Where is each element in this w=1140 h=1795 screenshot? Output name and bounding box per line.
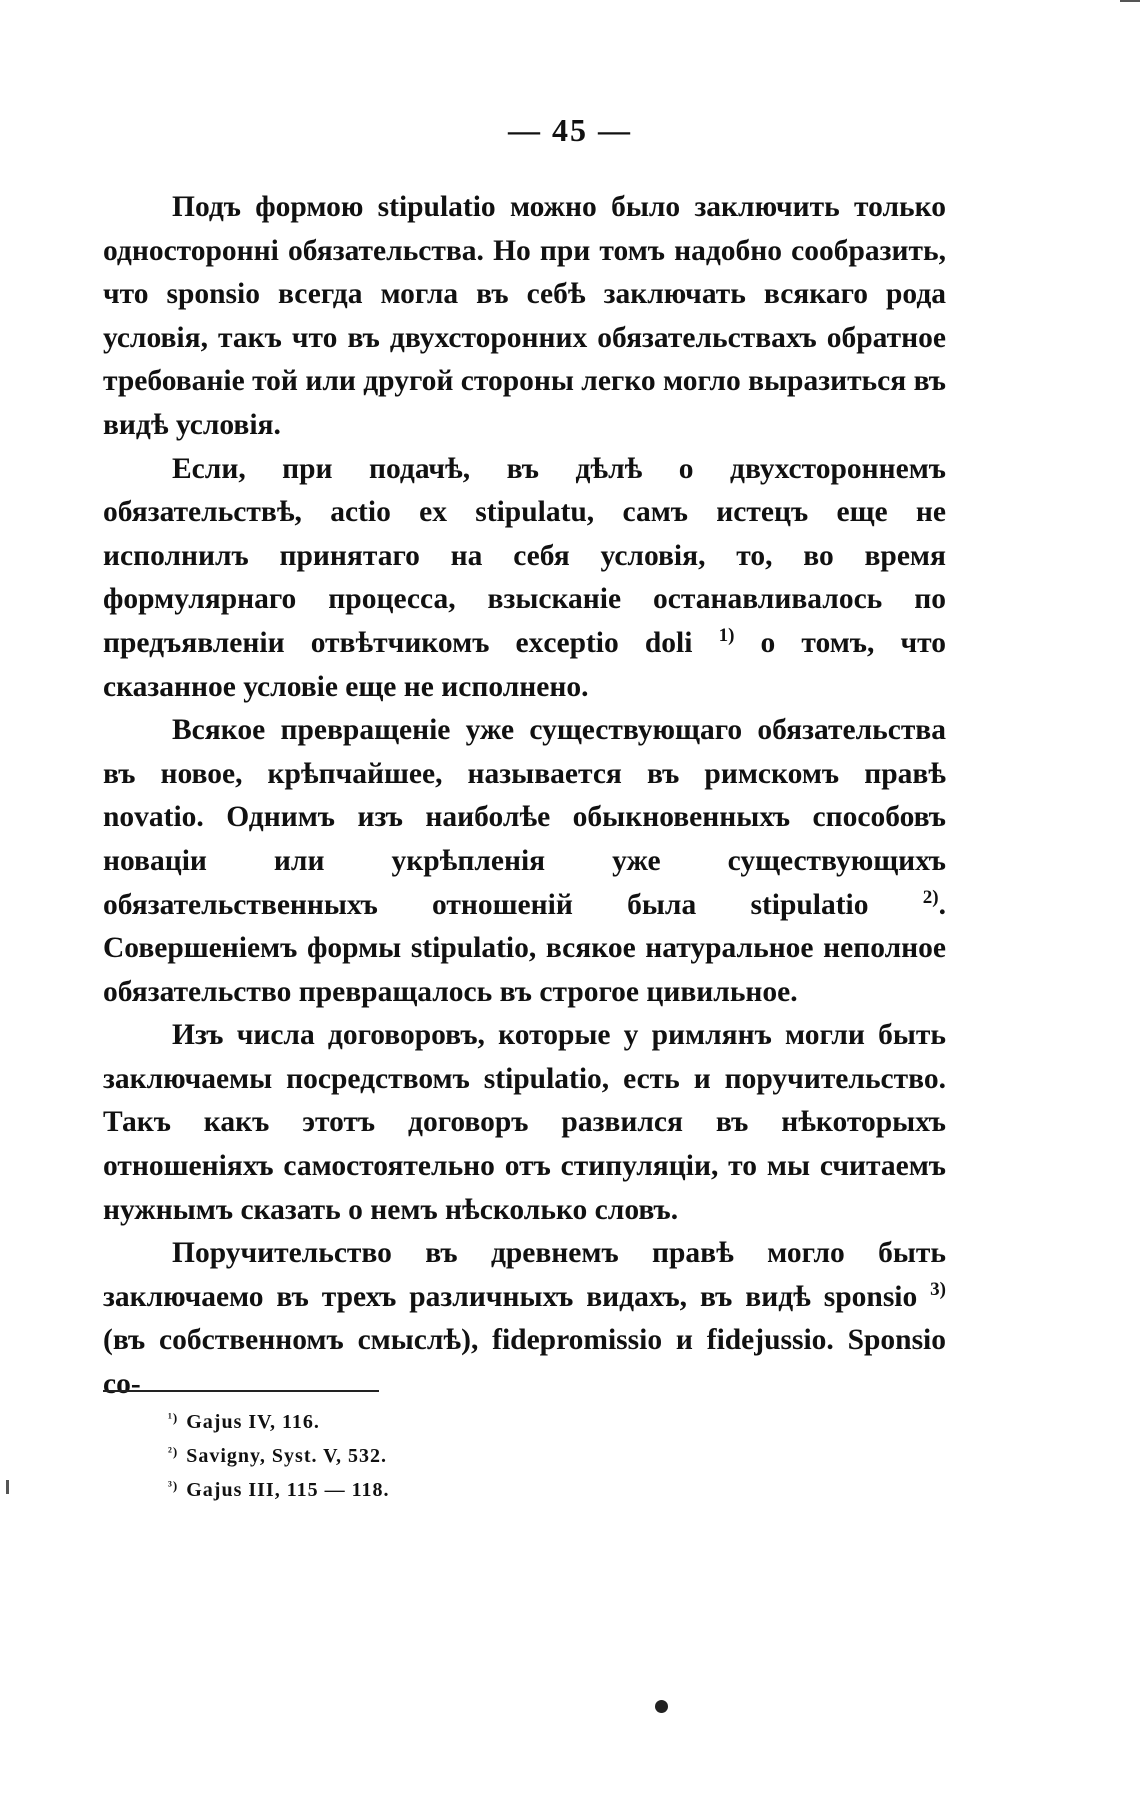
paragraph-text: (въ собственномъ смыслѣ), fidepromissio и fidejussio. Sponsio со- bbox=[103, 1324, 946, 1401]
footnote-text: Gajus III, 115 — 118. bbox=[186, 1479, 390, 1501]
ink-speck bbox=[655, 1700, 668, 1713]
scan-edge-mark bbox=[6, 1480, 9, 1494]
footnote-mark: ¹) bbox=[168, 1410, 179, 1425]
paragraph-text: Поручительство въ древнемъ правѣ могло быть заключаемо въ трехъ различныхъ видахъ, въ видѣ sponsio bbox=[103, 1237, 946, 1313]
paragraph-text: Подъ формою stipulatio можно было заключить только односторонні обязательства. Но при томъ надобно сообразить, что sponsio всегда могла въ себѣ заключать всякаго рода условія, такъ что въ двухсторонних обязательствахъ обратное требованіе той или другой стороны легко могло выразиться въ видѣ условія. bbox=[103, 191, 946, 441]
paragraph bbox=[103, 1232, 946, 1406]
paragraph bbox=[103, 186, 946, 448]
main-text bbox=[103, 186, 946, 1407]
footnote-item bbox=[168, 1471, 868, 1505]
footnote-divider bbox=[103, 1390, 379, 1392]
footnote-reference: 2) bbox=[922, 886, 939, 908]
footnote-mark: ³) bbox=[168, 1478, 179, 1493]
paragraph bbox=[103, 709, 946, 1014]
footnote-text: Savigny, Syst. V, 532. bbox=[186, 1445, 388, 1467]
footnote-mark: ²) bbox=[168, 1444, 179, 1459]
paragraph-text: Если, при подачѣ, въ дѣлѣ о двухстороннемъ обязательствѣ, actio ex stipulatu, самъ истецъ еще не исполнилъ принятаго на себя условія, то, во время формулярнаго процесса, взысканіе останавливалось по предъявленіи отвѣтчикомъ exceptio doli bbox=[103, 452, 946, 659]
footnote-reference: 1) bbox=[718, 625, 735, 647]
footnote-reference: 3) bbox=[930, 1279, 946, 1301]
paragraph-text: о томъ, что сказанное условіе еще не исполнено. bbox=[103, 626, 946, 703]
paragraph-text: . Совершеніемъ формы stipulatio, всякое натуральное неполное обязательство превращалось въ строгое цивильное. bbox=[103, 888, 946, 1008]
scan-edge-mark bbox=[1120, 0, 1140, 2]
footnote-item bbox=[168, 1437, 868, 1471]
footnote-text: Gajus IV, 116. bbox=[186, 1411, 320, 1433]
footnote-item bbox=[168, 1403, 868, 1437]
page-number-header: — 45 — bbox=[508, 112, 632, 148]
paragraph-text: Изъ числа договоровъ, которые у римлянъ могли быть заключаемы посредствомъ stipulatio, есть и поручительство. Такъ какъ этотъ договоръ развился въ нѣкоторыхъ отношеніяхъ самостоятельно отъ стипуляціи, то мы считаемъ нужнымъ сказать о немъ нѣсколько словъ. bbox=[103, 1019, 946, 1226]
paragraph-text: Всякое превращеніе уже существующаго обязательства въ новое, крѣпчайшее, называется въ римскомъ правѣ novatio. Однимъ изъ наиболѣе обыкновенныхъ способовъ новаціи или укрѣпленія уже существующихъ обязательственныхъ отношеній была stipulatio bbox=[103, 714, 946, 921]
paragraph bbox=[103, 448, 946, 710]
footnotes bbox=[168, 1403, 868, 1505]
paragraph bbox=[103, 1014, 946, 1232]
